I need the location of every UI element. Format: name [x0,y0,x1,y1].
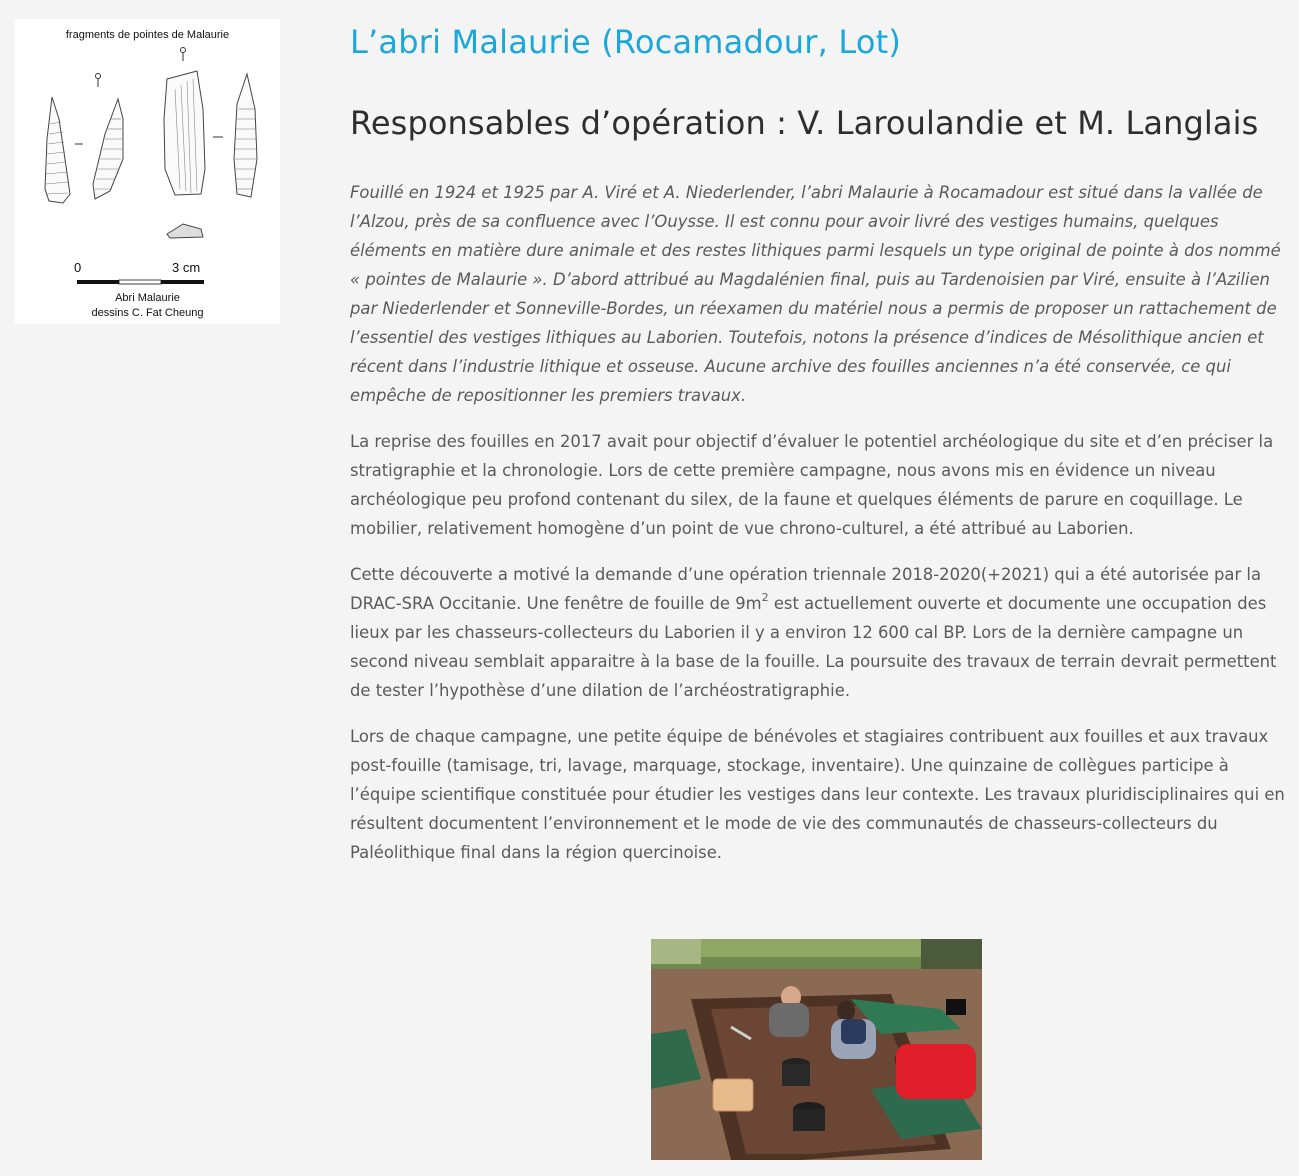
scale-end-label: 3 cm [172,260,201,275]
paragraph-equipe: Lors de chaque campagne, une petite équipe de bénévoles et stagiaires contribuent aux fouilles et aux travaux post-fouille (tamisage, tri, lavage, marquage, stockage, inventaire). Une quinzaine de collègues participe à l’équipe scientifique constituée pour étudier les vestiges dans leur contexte. Les travaux pluridisciplinaires qui en résultent documentent l’environnement et le mode de vie des communautés de chasseurs-collecteurs du Paléolithique final dans la région quercinoise. [350,727,1285,862]
subtitle: Responsables d’opération : V. Laroulandie et M. Langlais [350,104,1259,142]
excavation-photo [651,939,982,1160]
paragraph-fouilles-2017: La reprise des fouilles en 2017 avait pour objectif d’évaluer le potentiel archéologique du site et d’en préciser la stratigraphie et la chronologie. Lors de cette première campagne, nous avons mis en évidence un niveau archéologique peu profond contenant du silex, de la faune et quelques éléments de parure en coquillage. Le mobilier, relativement homogène d’un point de vue chrono-culturel, a été attribué au Laborien. [350,432,1274,538]
figure-caption-line1: Abri Malaurie [115,292,180,304]
paragraph-operation-triennale [350,560,1285,705]
intro-paragraph: Fouillé en 1924 et 1925 par A. Viré et A. Niederlender, l’abri Malaurie à Rocamadour est situé dans la vallée de l’Alzou, près de sa confluence avec l’Ouysse. Il est connu pour avoir livré des vestiges humains, quelques éléments en matière dure animale et des restes lithiques parmi lesquels un type original de pointe à dos nommé « pointes de Malaurie ». D’abord attribué au Magdalénien final, puis au Tardenoisien par Viré, ensuite à l’Azilien par Niederlender et Sonneville-Bordes, un réexamen du matériel nous a permis de proposer un rattachement de l’essentiel des vestiges lithiques au Laborien. Toutefois, notons la présence d’indices de Mésolithique ancien et récent dans l’industrie lithique et osseuse. Aucune archive des fouilles anciennes n’a été conservée, ce qui empêche de repositionner les premiers travaux. [350,183,1281,405]
paragraph-part: Cette découverte a motivé la demande d’une opération triennale 2018-2020(+2021) qui a été autorisée par la DRAC-SRA Occitanie. Une fenêtre de fouille de 9m [350,565,1262,613]
page-title: L’abri Malaurie (Rocamadour, Lot) [350,23,902,61]
artifact-drawings [15,19,280,324]
article-content [350,20,1285,867]
scale-start-label: 0 [74,260,82,275]
figure-caption-line2: dessins C. Fat Cheung [91,307,204,319]
superscript: 2 [761,591,769,604]
paragraph-part: est actuellement ouverte et documente une occupation des lieux par les chasseurs-collecteurs du Laborien il y a environ 12 600 cal BP. Lors de la dernière campagne un second niveau semblait apparaitre à la base de la fouille. La poursuite des travaux de terrain devrait permettent de tester l’hypothèse d’une dilation de l’archéostratigraphie. [350,594,1277,700]
artifact-drawing-figure [15,19,280,324]
figure-title: fragments de pointes de Malaurie [65,29,230,41]
